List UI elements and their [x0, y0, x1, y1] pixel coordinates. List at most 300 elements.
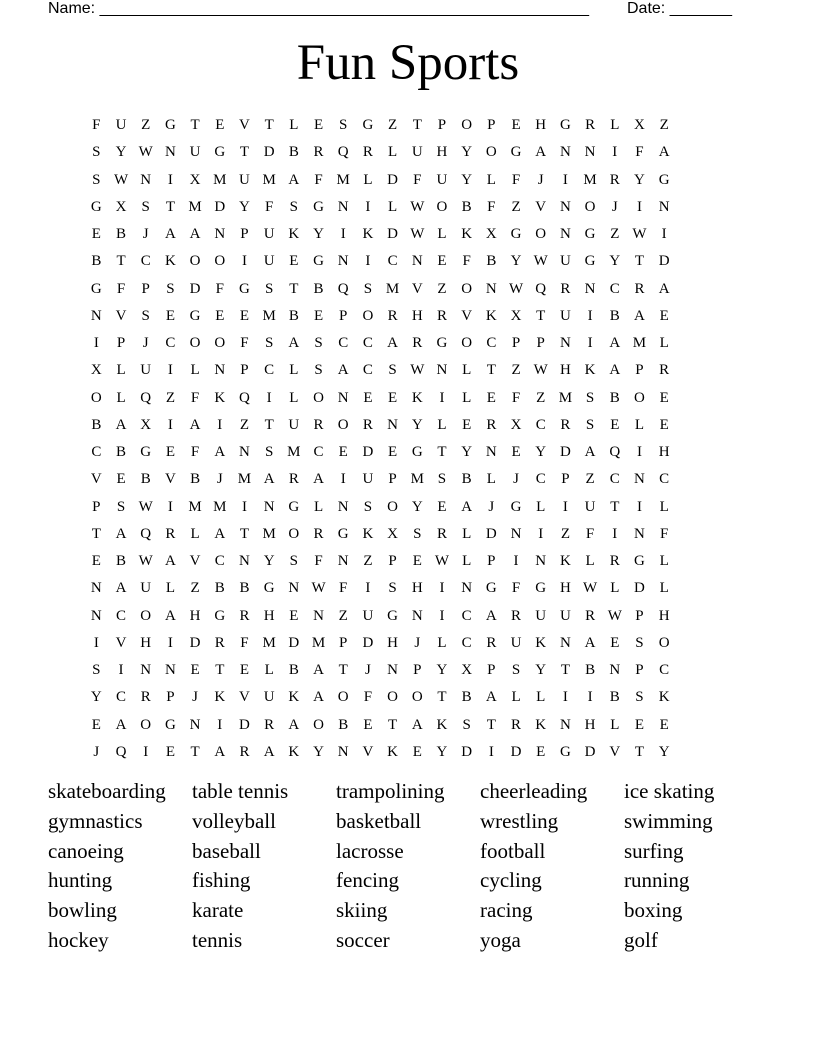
grid-letter: B — [609, 689, 620, 706]
grid-letter: A — [164, 607, 176, 624]
grid-letter: H — [559, 362, 571, 379]
grid-letter: N — [164, 144, 176, 161]
grid-letter: M — [188, 198, 202, 215]
grid-letter: J — [537, 171, 544, 188]
grid-letter: T — [116, 253, 126, 270]
grid-letter: P — [413, 662, 422, 679]
grid-letter: J — [216, 471, 223, 488]
grid-letter: I — [167, 171, 173, 188]
grid-letter: R — [560, 416, 571, 433]
grid-letter: I — [93, 634, 99, 651]
grid-letter: I — [636, 444, 642, 461]
grid-letter: P — [635, 362, 644, 379]
grid-letter: N — [164, 662, 176, 679]
grid-letter: M — [237, 471, 252, 488]
grid-letter: R — [264, 716, 275, 733]
grid-letter: E — [363, 716, 373, 733]
grid-letter: A — [485, 607, 497, 624]
word-bank-item: yoga — [480, 927, 521, 952]
grid-letter: G — [535, 580, 547, 597]
grid-letter: U — [362, 471, 374, 488]
grid-letter: A — [288, 716, 300, 733]
grid-letter: L — [536, 689, 546, 706]
grid-letter: G — [362, 117, 374, 134]
grid-letter: N — [90, 580, 102, 597]
grid-letter: M — [632, 335, 647, 352]
grid-letter: T — [634, 253, 645, 270]
grid-letter: L — [190, 362, 200, 379]
word-bank — [48, 777, 768, 956]
grid-letter: R — [362, 416, 373, 433]
grid-letter: F — [314, 553, 323, 570]
grid-letter: O — [313, 716, 324, 733]
grid-letter: S — [413, 525, 422, 542]
word-bank-item: wrestling — [480, 808, 559, 833]
grid-letter: K — [535, 716, 547, 733]
grid-letter: C — [264, 362, 275, 379]
grid-letter: G — [140, 444, 152, 461]
grid-letter: C — [461, 634, 472, 651]
grid-letter: D — [584, 743, 596, 760]
grid-letter: E — [289, 253, 299, 270]
grid-letter: F — [635, 144, 644, 161]
grid-letter: S — [339, 117, 348, 134]
grid-letter: I — [562, 498, 568, 515]
grid-letter: U — [288, 416, 300, 433]
grid-letter: V — [362, 743, 374, 760]
grid-letter: V — [239, 117, 250, 134]
grid-letter: Z — [511, 198, 521, 215]
grid-letter: N — [411, 253, 423, 270]
grid-letter: N — [337, 743, 349, 760]
grid-letter: U — [510, 634, 522, 651]
grid-letter: T — [338, 662, 348, 679]
grid-row — [84, 357, 677, 384]
grid-letter: S — [166, 280, 175, 297]
grid-letter: B — [609, 389, 620, 406]
grid-letter: H — [559, 580, 571, 597]
grid-letter: D — [461, 743, 473, 760]
grid-row — [84, 330, 677, 357]
grid-letter: D — [559, 444, 571, 461]
grid-letter: O — [140, 607, 152, 624]
grid-letter: J — [142, 226, 149, 243]
grid-letter: I — [513, 553, 519, 570]
grid-letter: Z — [165, 389, 175, 406]
grid-letter: C — [659, 662, 670, 679]
grid-letter: E — [486, 389, 496, 406]
grid-letter: K — [658, 689, 670, 706]
grid-letter: F — [215, 280, 224, 297]
grid-letter: Y — [535, 662, 547, 679]
grid-letter: C — [116, 689, 127, 706]
grid-letter: P — [141, 280, 150, 297]
grid-letter: H — [189, 607, 201, 624]
word-bank-item: trampolining — [336, 779, 445, 803]
grid-letter: L — [289, 362, 299, 379]
grid-letter: K — [559, 553, 571, 570]
grid-letter: F — [659, 525, 669, 542]
grid-row — [84, 221, 677, 248]
grid-letter: G — [584, 226, 596, 243]
grid-letter: J — [364, 662, 371, 679]
grid-letter: U — [189, 144, 201, 161]
grid-letter: O — [337, 689, 349, 706]
grid-letter: B — [91, 416, 102, 433]
grid-letter: Q — [337, 280, 349, 297]
grid-letter: N — [313, 607, 324, 624]
grid-letter: B — [116, 444, 127, 461]
grid-letter: R — [239, 607, 250, 624]
grid-letter: G — [263, 580, 275, 597]
grid-letter: B — [239, 580, 250, 597]
grid-letter: G — [337, 525, 349, 542]
grid-letter: I — [118, 662, 124, 679]
grid-letter: J — [513, 471, 519, 488]
grid-letter: S — [264, 335, 274, 352]
grid-letter: I — [365, 198, 371, 215]
grid-letter: O — [461, 117, 473, 134]
grid-letter: T — [437, 689, 447, 706]
grid-letter: A — [313, 689, 324, 706]
grid-letter: H — [658, 444, 670, 461]
grid-letter: T — [486, 716, 496, 733]
grid-letter: E — [239, 662, 250, 679]
word-bank-item: table tennis — [192, 779, 289, 803]
grid-letter: M — [188, 498, 202, 515]
grid-letter: K — [584, 362, 596, 379]
grid-letter: B — [585, 662, 596, 679]
word-bank-item: skateboarding — [48, 779, 166, 803]
grid-letter: E — [437, 498, 447, 515]
grid-letter: O — [387, 689, 399, 706]
word-bank-item: bowling — [48, 898, 117, 923]
grid-letter: R — [288, 471, 299, 488]
grid-letter: O — [337, 416, 349, 433]
grid-letter: Y — [658, 743, 670, 760]
grid-letter: H — [436, 144, 448, 161]
grid-letter: N — [559, 226, 571, 243]
grid-letter: D — [387, 226, 399, 243]
word-bank-item: ice skating — [624, 779, 715, 803]
grid-letter: S — [141, 198, 150, 215]
grid-row — [84, 248, 677, 275]
grid-letter: W — [410, 198, 425, 215]
word-bank-item: volleyball — [192, 808, 276, 833]
grid-letter: U — [239, 171, 250, 188]
grid-letter: F — [190, 444, 200, 461]
grid-letter: O — [189, 335, 201, 352]
grid-letter: S — [264, 444, 274, 461]
grid-letter: N — [239, 444, 250, 461]
grid-letter: G — [214, 607, 226, 624]
grid-letter: U — [140, 580, 152, 597]
grid-letter: L — [610, 117, 620, 134]
grid-letter: D — [288, 634, 300, 651]
grid-letter: J — [611, 198, 618, 215]
grid-letter: H — [535, 117, 547, 134]
grid-letter: B — [461, 471, 472, 488]
grid-letter: O — [411, 689, 423, 706]
grid-letter: A — [263, 471, 275, 488]
grid-letter: C — [140, 253, 151, 270]
grid-letter: L — [511, 689, 521, 706]
grid-letter: V — [115, 634, 127, 651]
grid-letter: O — [214, 253, 226, 270]
grid-letter: E — [610, 634, 620, 651]
grid-letter: V — [609, 743, 621, 760]
grid-letter: K — [288, 689, 300, 706]
grid-letter: N — [387, 662, 399, 679]
grid-letter: B — [461, 198, 472, 215]
grid-letter: E — [462, 416, 472, 433]
grid-letter: C — [362, 362, 373, 379]
grid-letter: B — [214, 580, 225, 597]
grid-letter: I — [340, 226, 346, 243]
grid-letter: E — [412, 743, 422, 760]
word-bank-item: skiing — [336, 898, 388, 923]
grid-letter: E — [91, 226, 101, 243]
word-bank-item: tennis — [192, 927, 243, 952]
grid-letter: H — [411, 307, 423, 324]
grid-letter: H — [411, 580, 423, 597]
grid-letter: I — [587, 335, 593, 352]
grid-letter: Y — [239, 198, 250, 215]
grid-letter: E — [388, 389, 398, 406]
grid-letter: R — [486, 416, 497, 433]
grid-letter: M — [385, 280, 400, 297]
word-bank-item: swimming — [624, 808, 713, 833]
grid-letter: W — [311, 580, 326, 597]
grid-row — [84, 630, 677, 657]
grid-letter: P — [116, 335, 126, 352]
grid-letter: Z — [536, 389, 546, 406]
grid-letter: C — [535, 471, 546, 488]
grid-letter: R — [436, 525, 447, 542]
grid-letter: E — [91, 716, 101, 733]
word-bank-item: hunting — [48, 868, 113, 893]
grid-letter: F — [190, 389, 200, 406]
grid-letter: G — [510, 226, 522, 243]
grid-letter: B — [288, 662, 299, 679]
grid-letter: I — [562, 171, 568, 188]
grid-row — [84, 739, 677, 766]
grid-letter: R — [585, 607, 596, 624]
date-field-label: Date: _______ — [627, 0, 732, 17]
grid-letter: I — [167, 498, 173, 515]
grid-letter: T — [190, 117, 200, 134]
grid-letter: K — [461, 226, 473, 243]
grid-letter: H — [387, 634, 399, 651]
grid-letter: C — [461, 607, 472, 624]
grid-letter: D — [634, 580, 645, 597]
grid-letter: G — [164, 716, 176, 733]
grid-letter: X — [510, 416, 522, 433]
grid-letter: U — [584, 498, 596, 515]
grid-letter: I — [661, 226, 667, 243]
grid-letter: N — [90, 307, 102, 324]
grid-letter: V — [115, 307, 127, 324]
grid-letter: N — [436, 362, 448, 379]
grid-letter: R — [609, 171, 620, 188]
grid-letter: T — [634, 743, 645, 760]
grid-letter: C — [116, 607, 127, 624]
grid-letter: R — [214, 634, 225, 651]
grid-letter: E — [215, 307, 225, 324]
word-bank-item: lacrosse — [336, 838, 404, 863]
grid-letter: T — [165, 198, 175, 215]
grid-letter: L — [116, 362, 126, 379]
grid-letter: W — [533, 362, 548, 379]
grid-letter: N — [214, 226, 226, 243]
grid-letter: D — [510, 743, 522, 760]
grid-letter: L — [486, 471, 496, 488]
grid-letter: E — [388, 444, 398, 461]
grid-letter: L — [462, 389, 472, 406]
grid-letter: T — [264, 117, 274, 134]
grid-letter: A — [411, 716, 423, 733]
grid-letter: E — [659, 389, 669, 406]
word-bank-item: karate — [192, 898, 244, 923]
grid-letter: E — [338, 444, 348, 461]
grid-letter: G — [90, 198, 102, 215]
grid-letter: O — [658, 634, 670, 651]
grid-letter: I — [241, 253, 247, 270]
grid-letter: E — [610, 416, 620, 433]
grid-letter: G — [559, 743, 571, 760]
grid-letter: W — [410, 362, 425, 379]
grid-letter: E — [165, 444, 175, 461]
grid-row — [84, 603, 677, 630]
grid-row — [84, 167, 677, 194]
grid-letter: A — [658, 144, 670, 161]
grid-letter: N — [337, 253, 349, 270]
grid-letter: K — [288, 226, 300, 243]
grid-letter: E — [536, 743, 546, 760]
grid-letter: O — [461, 335, 473, 352]
grid-letter: W — [583, 580, 598, 597]
grid-letter: E — [116, 471, 126, 488]
grid-letter: A — [164, 226, 176, 243]
grid-letter: O — [288, 525, 300, 542]
grid-letter: T — [190, 743, 200, 760]
grid-letter: N — [461, 580, 473, 597]
grid-letter: T — [388, 716, 398, 733]
grid-letter: N — [485, 444, 497, 461]
grid-row — [84, 194, 677, 221]
grid-letter: L — [190, 525, 200, 542]
grid-letter: V — [239, 689, 250, 706]
grid-letter: I — [439, 389, 445, 406]
grid-letter: A — [634, 307, 645, 324]
grid-letter: G — [510, 144, 522, 161]
grid-row — [84, 712, 677, 739]
grid-letter: F — [339, 580, 348, 597]
grid-letter: I — [266, 389, 272, 406]
grid-letter: N — [411, 607, 423, 624]
grid-letter: Z — [585, 471, 595, 488]
grid-letter: E — [634, 716, 645, 733]
grid-letter: D — [362, 634, 374, 651]
grid-letter: I — [167, 416, 173, 433]
grid-letter: L — [659, 553, 669, 570]
grid-letter: D — [239, 716, 250, 733]
grid-letter: X — [90, 362, 102, 379]
grid-letter: S — [116, 498, 126, 515]
grid-letter: L — [659, 335, 669, 352]
grid-letter: R — [239, 743, 250, 760]
grid-letter: V — [90, 471, 102, 488]
grid-letter: C — [609, 471, 620, 488]
grid-letter: P — [487, 553, 496, 570]
grid-letter: E — [313, 117, 324, 134]
grid-letter: Y — [461, 171, 473, 188]
grid-letter: A — [485, 689, 497, 706]
grid-letter: O — [485, 144, 497, 161]
grid-letter: Y — [263, 553, 275, 570]
grid-letter: V — [411, 280, 423, 297]
grid-letter: Y — [436, 662, 448, 679]
grid-letter: L — [437, 226, 447, 243]
grid-letter: E — [165, 307, 175, 324]
grid-letter: W — [410, 226, 425, 243]
grid-letter: P — [487, 117, 496, 134]
grid-letter: E — [437, 253, 447, 270]
word-bank-item: cheerleading — [480, 779, 588, 803]
grid-letter: A — [387, 335, 399, 352]
grid-letter: A — [609, 362, 621, 379]
grid-letter: B — [609, 307, 620, 324]
grid-letter: Q — [140, 525, 152, 542]
grid-letter: P — [437, 117, 447, 134]
grid-letter: Z — [388, 117, 398, 134]
grid-letter: K — [288, 743, 300, 760]
word-bank-item: baseball — [192, 838, 261, 863]
grid-letter: N — [609, 662, 621, 679]
grid-letter: X — [140, 416, 152, 433]
grid-letter: K — [214, 389, 226, 406]
grid-letter: R — [387, 307, 398, 324]
grid-letter: J — [93, 743, 100, 760]
grid-letter: S — [314, 335, 323, 352]
grid-letter: P — [536, 335, 545, 352]
grid-letter: W — [138, 498, 153, 515]
grid-letter: G — [387, 607, 399, 624]
grid-letter: I — [439, 580, 445, 597]
grid-letter: X — [510, 307, 522, 324]
grid-letter: M — [262, 171, 276, 188]
grid-letter: L — [289, 117, 299, 134]
grid-letter: O — [634, 389, 645, 406]
name-field-label: Name: _______________________________________________________ — [48, 0, 589, 17]
grid-letter: V — [461, 307, 473, 324]
grid-letter: I — [93, 335, 99, 352]
grid-letter: K — [362, 226, 374, 243]
grid-letter: N — [214, 362, 226, 379]
grid-letter: E — [511, 117, 521, 134]
grid-letter: Z — [190, 580, 200, 597]
grid-row — [84, 112, 677, 139]
grid-letter: K — [535, 634, 547, 651]
grid-letter: F — [314, 171, 323, 188]
grid-letter: N — [535, 553, 547, 570]
grid-letter: S — [635, 689, 644, 706]
grid-letter: S — [635, 634, 644, 651]
grid-letter: A — [214, 444, 226, 461]
grid-letter: M — [213, 171, 227, 188]
grid-letter: B — [190, 471, 201, 488]
grid-letter: D — [189, 634, 201, 651]
